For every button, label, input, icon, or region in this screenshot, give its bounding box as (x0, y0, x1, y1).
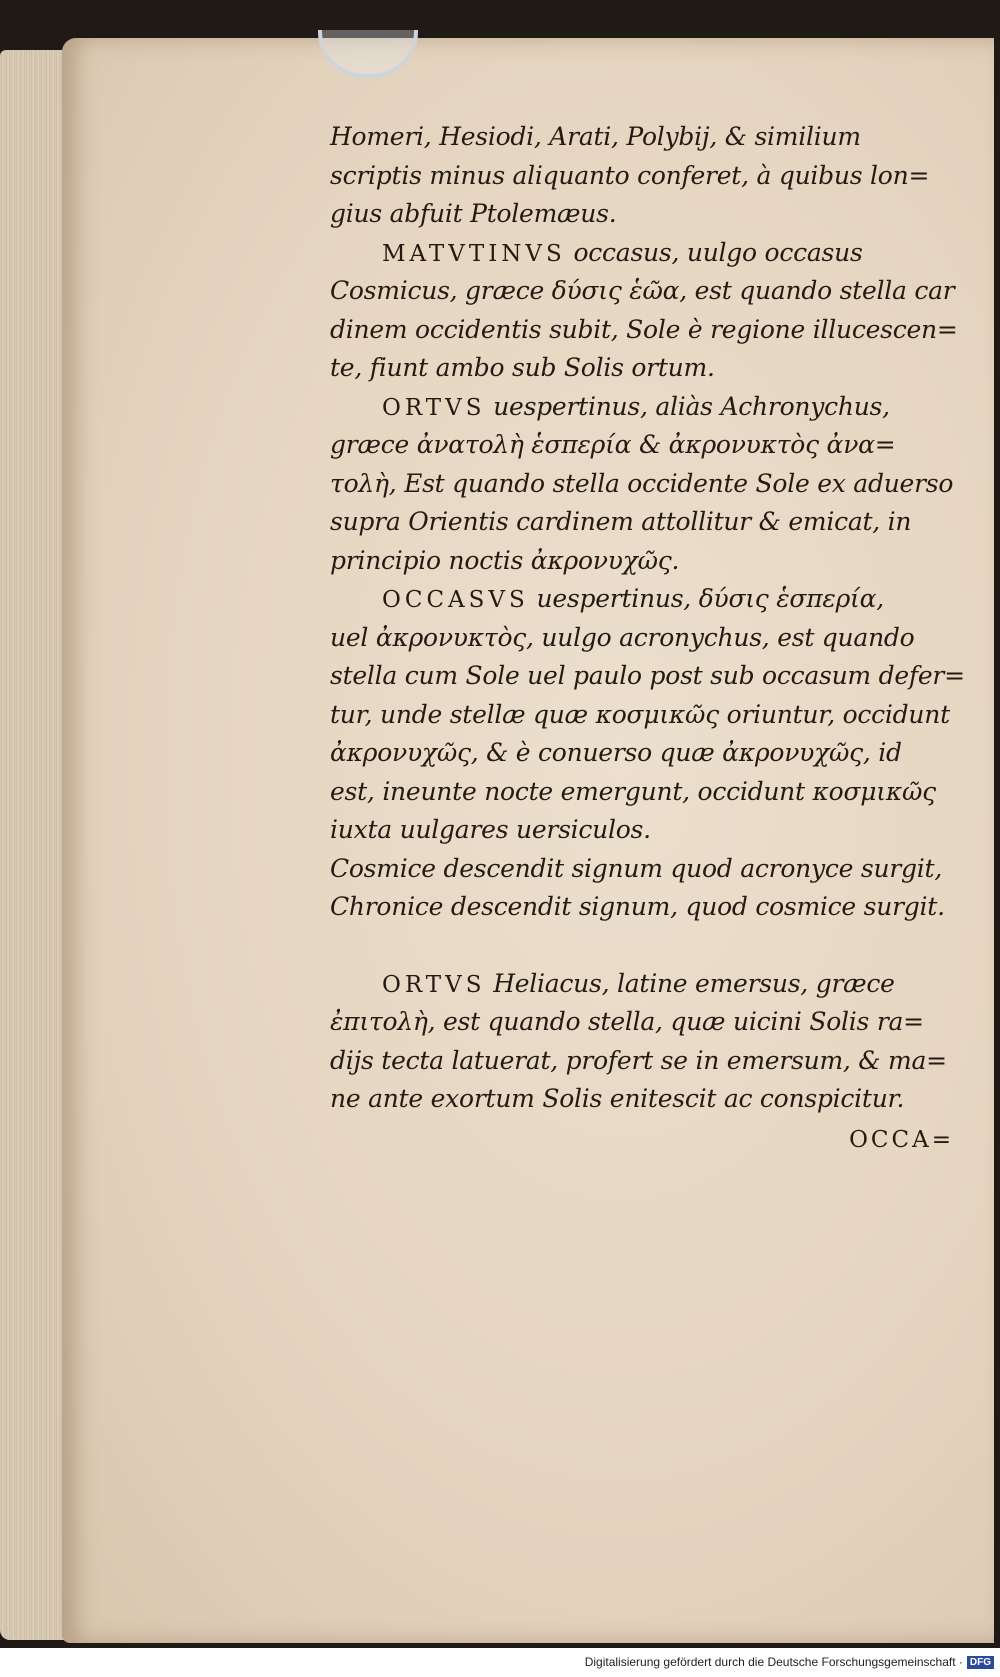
text-line: dijs tecta latuerat, profert se in emersum, & ma= (330, 1045, 947, 1075)
verse-line: Cosmice descendit signum quod acronyce surgit, (330, 853, 943, 883)
text-line: ἀκρονυχῶς, & è conuerso quæ ἀκρονυχῶς, id (330, 738, 902, 767)
paragraph-matutinus (330, 234, 960, 273)
text-line: iuxta uulgares uersiculos. (330, 815, 651, 844)
text-line: Homeri, Hesiodi, Arati, Polybij, & similium (330, 122, 861, 151)
text-line: est, ineunte nocte emergunt, occidunt κοσμικῶς (330, 776, 936, 806)
heading-ortus-heliacus: ORTVS (382, 971, 486, 998)
paragraph-occasus (330, 580, 960, 619)
text-line: Cosmicus, græce δύσις ἑῶα, est quando stella car (330, 276, 955, 305)
text-fragment: uulgo occasus (686, 237, 863, 267)
paragraph-ortus-vespertinus (330, 388, 960, 427)
dfg-logo-icon: DFG (967, 1656, 994, 1669)
text-fragment: occasus, (573, 237, 680, 267)
paragraph-gap (330, 927, 960, 965)
text-line: stella cum Sole uel paulo post sub occasum defer= (330, 661, 965, 690)
text-line: principio noctis ἀκρονυχῶς. (330, 545, 680, 575)
text-fragment: Heliacus, latine emersus, græce (493, 968, 895, 998)
heading-ortus: ORTVS (382, 394, 486, 421)
catchword: OCCA= (849, 1126, 954, 1153)
footer (0, 1648, 1000, 1677)
verse-line: Chronice descendit signum, quod cosmice surgit. (330, 892, 945, 921)
text-line: scriptis minus aliquanto conferet, à quibus lon= (330, 160, 930, 190)
paragraph-ortus-heliacus (330, 965, 960, 1004)
text-line: gius abfuit Ptolemæus. (330, 199, 617, 228)
heading-matutinus: MATVTINVS (382, 240, 566, 267)
text-fragment: uespertinus, aliàs Achronychus, (493, 391, 890, 421)
text-line: ἐπιτολὴ, est quando stella, quæ uicini Solis ra= (330, 1007, 924, 1036)
footer-text: Digitalisierung gefördert durch die Deutsche Forschungsgemeinschaft · (584, 1655, 963, 1669)
text-line: supra Orientis cardinem attollitur & emicat, in (330, 507, 912, 536)
text-line: τολὴ, Est quando stella occidente Sole ex aduerso (330, 468, 954, 498)
text-line: tur, unde stellæ quæ κοσμικῶς oriuntur, occidunt (330, 699, 950, 729)
heading-occasus: OCCASVS (382, 587, 529, 613)
text-line: ne ante exortum Solis enitescit ac conspicitur. (330, 1084, 905, 1113)
text-line: græce ἀνατολὴ ἑσπερία & ἀκρονυκτὸς ἀνα= (330, 430, 896, 459)
text-line: dinem occidentis subit, Sole è regione illucescen= (330, 314, 958, 344)
page-text (330, 118, 965, 1159)
text-line: uel ἀκρονυκτὸς, uulgo acronychus, est quando (330, 622, 915, 652)
text-fragment: uespertinus, δύσις ἑσπερία, (536, 584, 884, 613)
text-line: te, fiunt ambo sub Solis ortum. (330, 353, 715, 382)
